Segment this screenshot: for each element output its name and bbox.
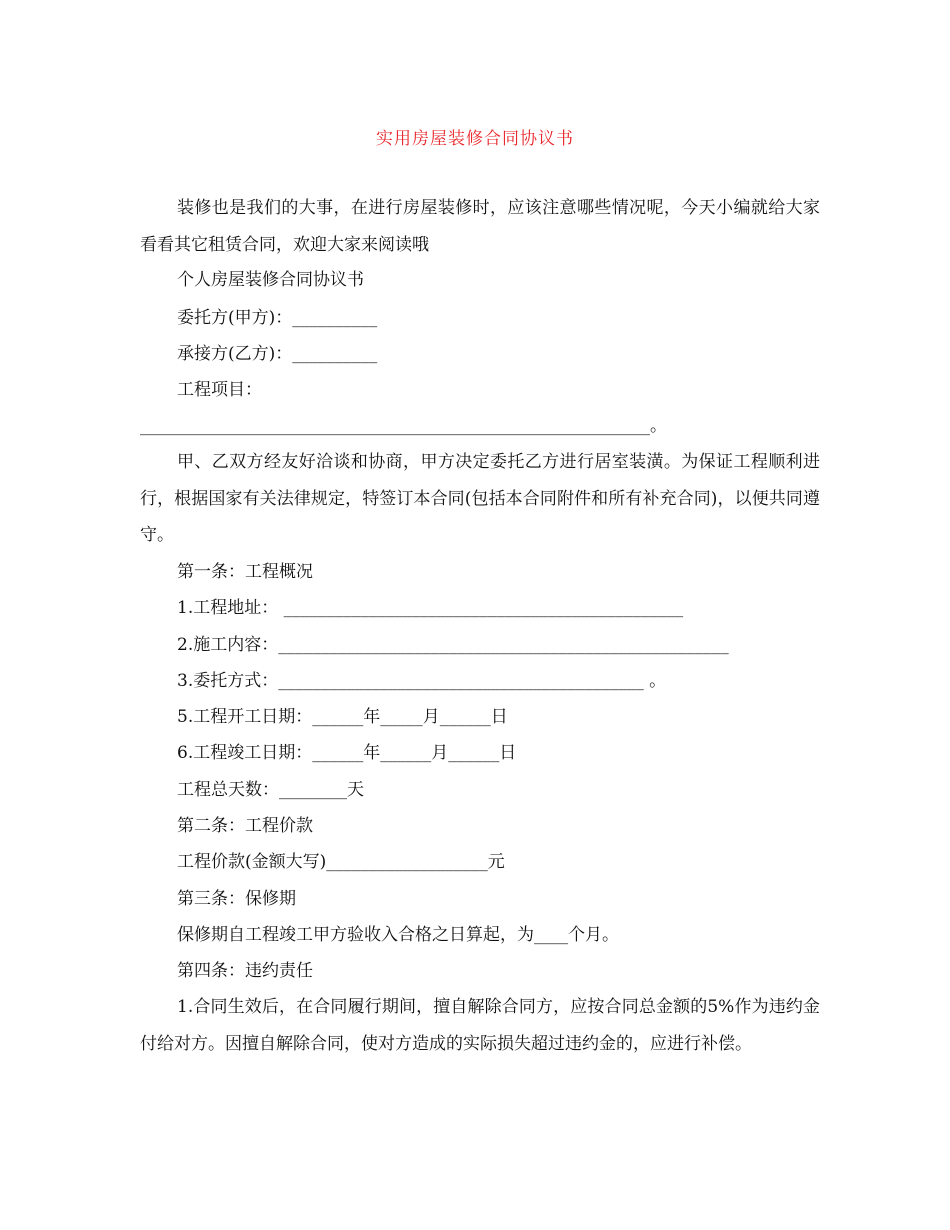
preamble-paragraph: 甲、乙双方经友好洽谈和协商，甲方决定委托乙方进行居室装潢。为保证工程顺利进行，根据国家有关法律规定，特签订本合同(包括本合同附件和所有补充合同)，以便共同遵守。 <box>140 452 820 545</box>
article-1-heading: 第一条：工程概况 <box>177 562 313 582</box>
total-days-field: 工程总天数：________天 <box>177 780 364 800</box>
contract-subtitle: 个人房屋装修合同协议书 <box>177 270 364 290</box>
price-field: 工程价款(金额大写)___________________元 <box>177 852 505 872</box>
article-3-heading: 第三条：保修期 <box>177 889 296 909</box>
article-4-heading: 第四条：违约责任 <box>177 961 313 981</box>
project-label: 工程项目： <box>177 380 262 400</box>
item-commission-method: 3.委托方式：___________________________________________ 。 <box>177 671 667 691</box>
item-construction-content: 2.施工内容：_____________________________________________________ <box>177 635 729 655</box>
document-title: 实用房屋装修合同协议书 <box>376 129 574 149</box>
breach-clause-1: 1.合同生效后，在合同履行期间，擅自解除合同方，应按合同总金额的5%作为违约金付给对方。因擅自解除合同，使对方造成的实际损失超过违约金的，应进行补偿。 <box>140 997 820 1054</box>
party-a-field: 委托方(甲方)：__________ <box>177 308 378 328</box>
item-completion-date: 6.工程竣工日期：______年______月______日 <box>177 743 517 763</box>
project-blank-line: ____________________________________________________________。 <box>140 416 667 436</box>
party-b-field: 承接方(乙方)：__________ <box>177 344 378 364</box>
item-project-address: 1.工程地址： _______________________________________________ <box>177 598 684 618</box>
intro-paragraph: 装修也是我们的大事，在进行房屋装修时，应该注意哪些情况呢，今天小编就给大家看看其它租赁合同，欢迎大家来阅读哦 <box>140 198 820 255</box>
item-start-date: 5.工程开工日期：______年_____月______日 <box>177 707 508 727</box>
article-2-heading: 第二条：工程价款 <box>177 816 313 836</box>
warranty-clause: 保修期自工程竣工甲方验收入合格之日算起，为____个月。 <box>177 925 619 945</box>
